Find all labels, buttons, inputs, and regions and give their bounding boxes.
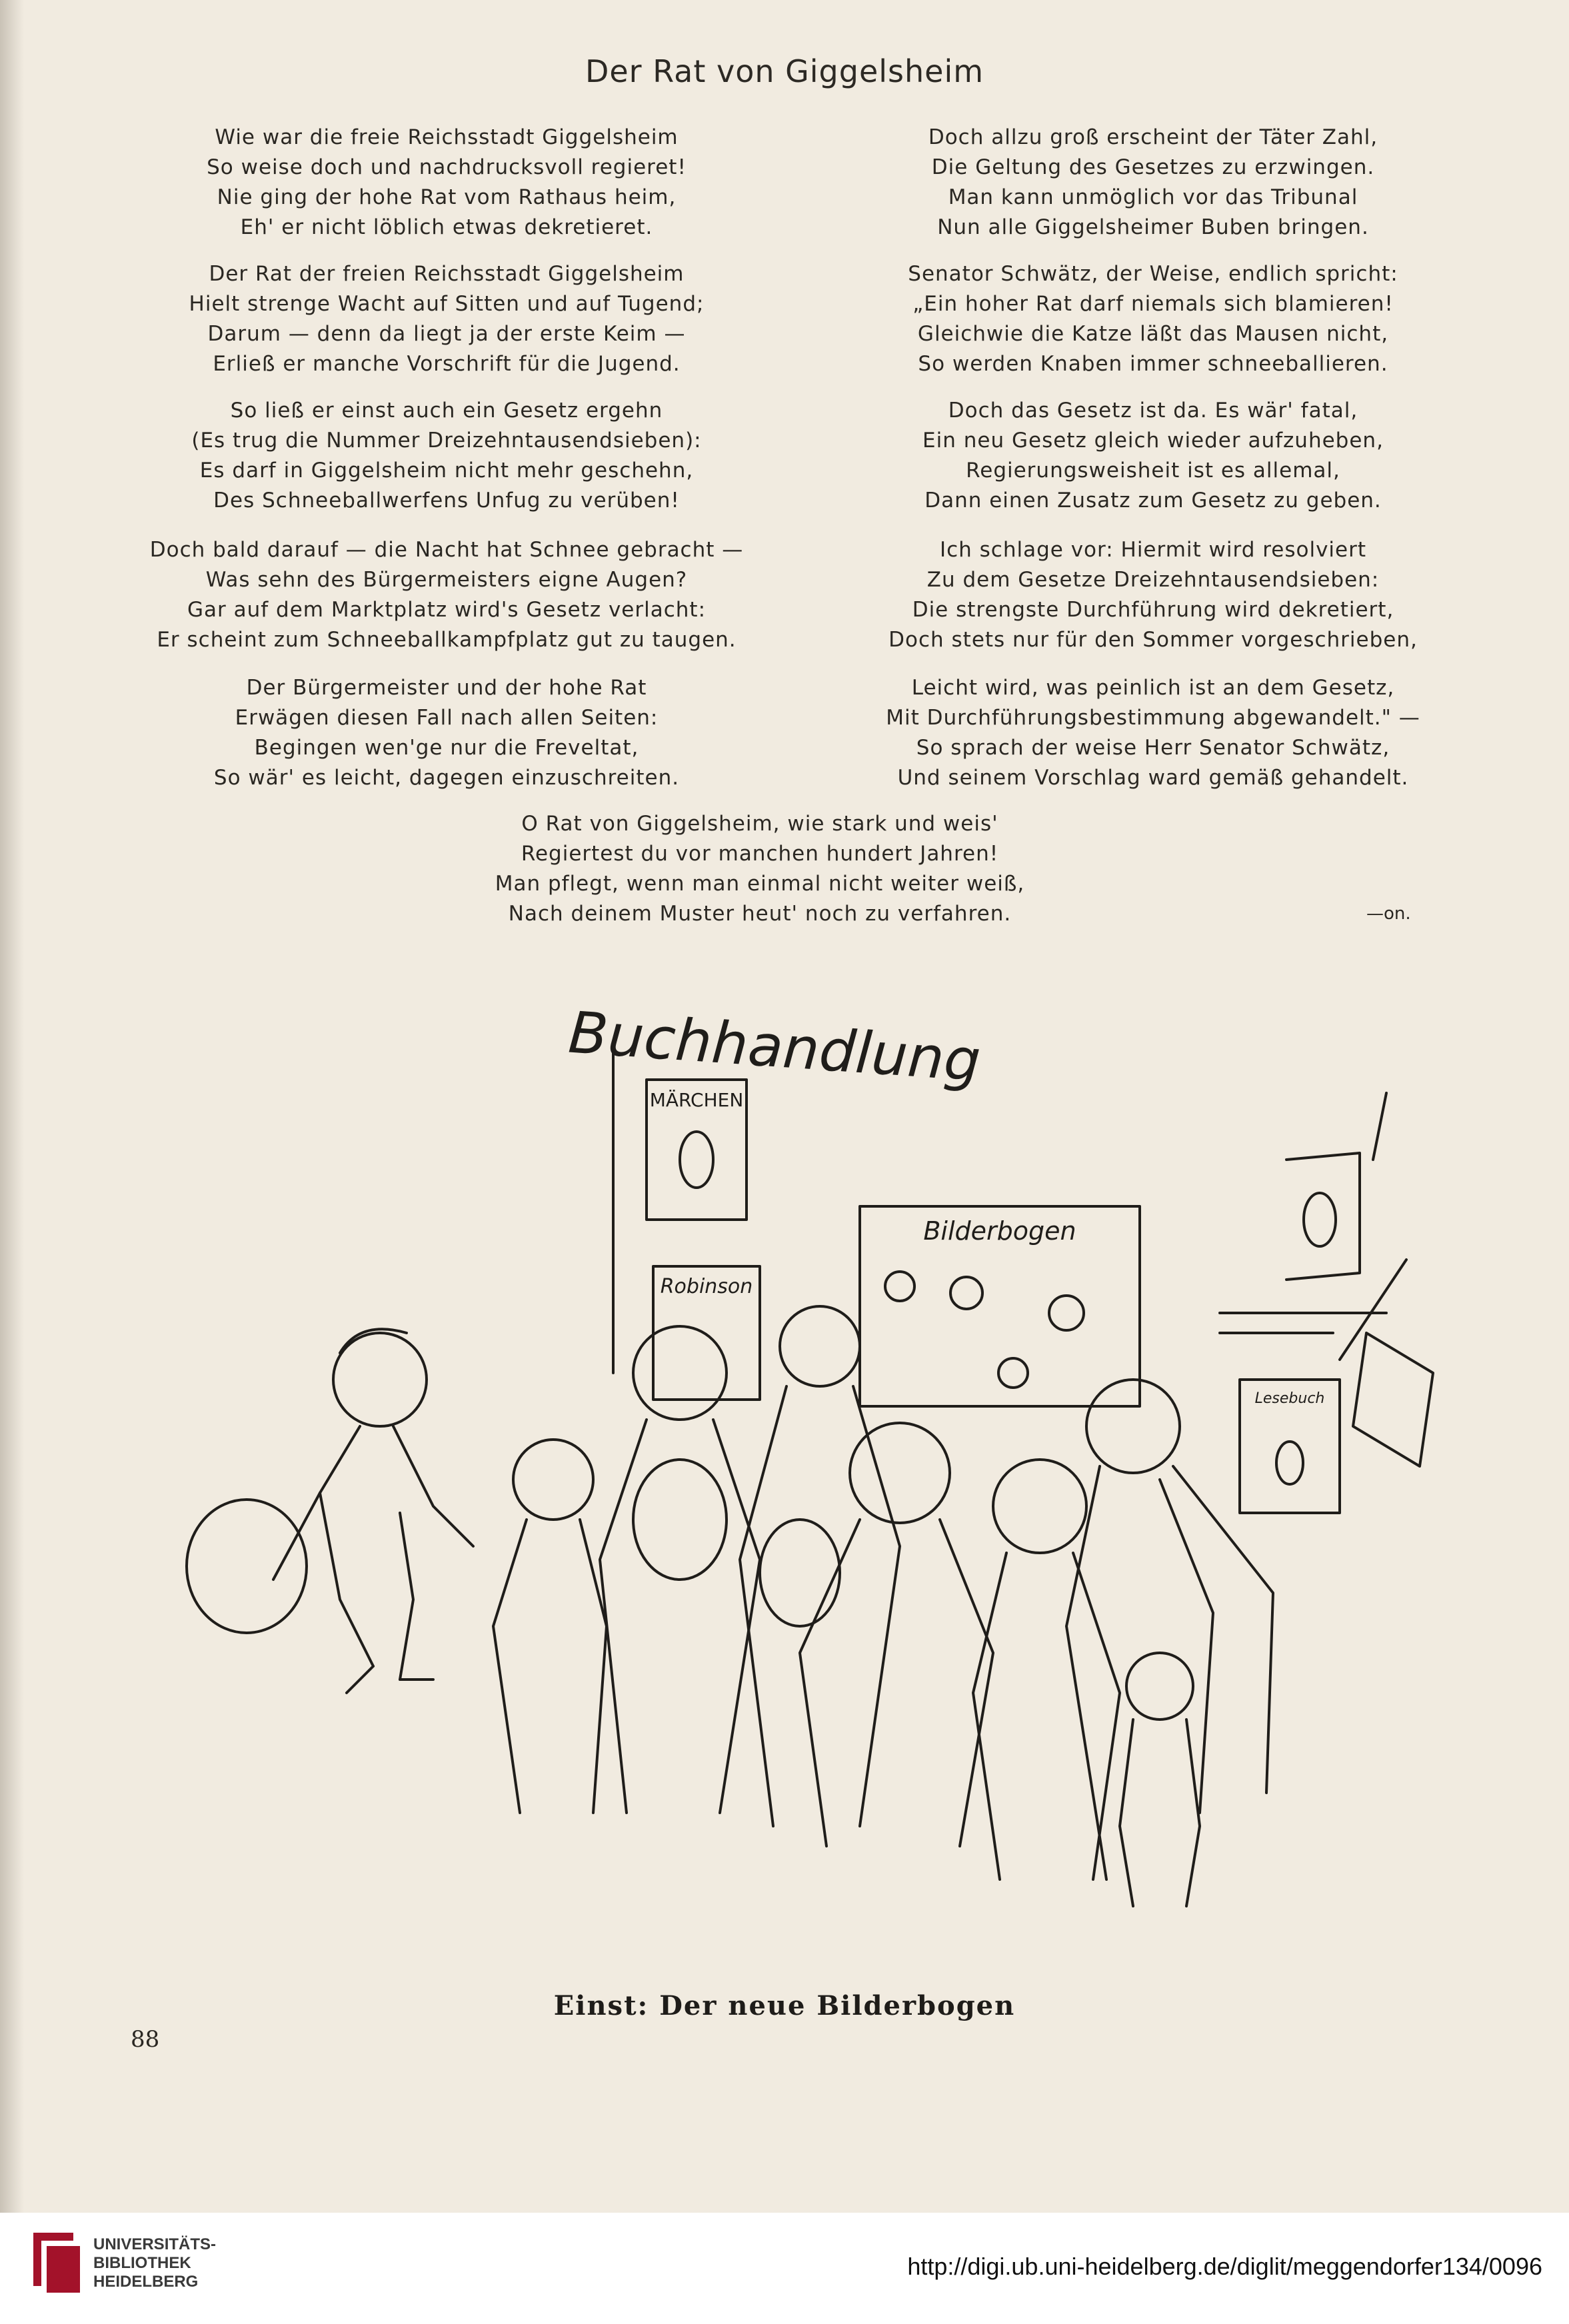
verse-line: So werden Knaben immer schneeballieren. (918, 352, 1388, 376)
stanza-right-1 (840, 123, 1466, 243)
library-name-line: HEIDELBERG (93, 2273, 199, 2291)
verse-line: „Ein hoher Rat darf niemals sich blamieren! (912, 292, 1394, 316)
poem-title: Der Rat von Giggelsheim (585, 53, 984, 89)
verse-line: Wie war die freie Reichsstadt Giggelsheim (215, 125, 679, 149)
verse-line: Und seinem Vorschlag ward gemäß gehandelt. (897, 766, 1409, 790)
stanza-right-5 (840, 673, 1466, 793)
library-logo-icon (27, 2226, 87, 2301)
verse-line: Gar auf dem Marktplatz wird's Gesetz verlacht: (187, 598, 707, 622)
flag (1340, 1260, 1433, 1466)
verse-line: (Es trug die Nummer Dreizehntausendsieben): (191, 429, 702, 453)
verse-line: Nun alle Giggelsheimer Buben bringen. (937, 215, 1369, 239)
verse-line: Doch allzu groß erscheint der Täter Zahl, (928, 125, 1378, 149)
verse-line: Was sehn des Bürgermeisters eigne Augen? (205, 568, 688, 592)
poster-robinson (653, 1266, 760, 1400)
footer-bar (0, 2213, 1569, 2324)
bookshop-illustration (120, 960, 1446, 1986)
verse-line: Mit Durchführungsbestimmung abgewandelt." — (886, 706, 1420, 730)
poster-label: Bilderbogen (923, 1216, 1076, 1246)
library-name-line: UNIVERSITÄTS- (93, 2235, 217, 2253)
verse-line: Doch stets nur für den Sommer vorgeschrieben, (888, 628, 1418, 652)
author-signature: —on. (1366, 904, 1411, 924)
shop-window-right (1220, 1153, 1386, 1333)
verse-line: Nie ging der hohe Rat vom Rathaus heim, (217, 185, 677, 209)
stanza-final (413, 809, 1106, 929)
stanza-left-4 (120, 535, 773, 655)
verse-line: So sprach der weise Herr Senator Schwätz, (916, 736, 1390, 760)
verse-line: So wär' es leicht, dagegen einzuschreiten. (213, 766, 680, 790)
children-crowd (493, 1306, 1273, 1906)
poster-lesebuch (1240, 1380, 1340, 1513)
stanza-right-4 (840, 535, 1466, 655)
verse-line: O Rat von Giggelsheim, wie stark und weis' (521, 812, 998, 836)
verse-line: Eh' er nicht löblich etwas dekretieret. (240, 215, 653, 239)
verse-line: Er scheint zum Schneeballkampfplatz gut zu taugen. (157, 628, 737, 652)
shop-pillar-right (1373, 1093, 1386, 1160)
verse-line: So ließ er einst auch ein Gesetz ergehn (230, 399, 663, 423)
verse-line: Doch bald darauf — die Nacht hat Schnee gebracht — (149, 538, 744, 562)
verse-line: So weise doch und nachdrucksvoll regieret! (207, 155, 687, 179)
stanza-right-3 (840, 396, 1466, 516)
stanza-left-5 (120, 673, 773, 793)
stanza-left-3 (120, 396, 773, 516)
poster-maerchen (647, 1080, 747, 1220)
verse-line: Regiertest du vor manchen hundert Jahren! (521, 842, 999, 866)
page-edge-shadow (0, 0, 24, 2213)
illustration-caption: Einst: Der neue Bilderbogen (553, 1990, 1016, 2021)
poster-bilderbogen (860, 1206, 1140, 1406)
poster-label: Robinson (660, 1275, 753, 1298)
source-url-link[interactable]: http://digi.ub.uni-heidelberg.de/diglit/meggendorfer134/0096 (907, 2253, 1542, 2280)
verse-line: Senator Schwätz, der Weise, endlich spricht: (908, 262, 1398, 286)
verse-line: Die Geltung des Gesetzes zu erzwingen. (931, 155, 1375, 179)
shop-sign-text: Buchhandlung (566, 999, 983, 1095)
page-number: 88 (131, 2026, 160, 2053)
library-name-line: BIBLIOTHEK (93, 2254, 191, 2272)
verse-line: Der Rat der freien Reichsstadt Giggelsheim (209, 262, 685, 286)
poster-label: Lesebuch (1254, 1390, 1325, 1407)
verse-line: Zu dem Gesetze Dreizehntausendsieben: (926, 568, 1380, 592)
verse-line: Regierungsweisheit ist es allemal, (966, 459, 1340, 483)
stanza-right-2 (840, 259, 1466, 379)
library-name (93, 2235, 216, 2291)
stanza-left-2 (120, 259, 773, 379)
verse-line: Darum — denn da liegt ja der erste Keim — (207, 322, 686, 346)
verse-line: Begingen wen'ge nur die Freveltat, (254, 736, 639, 760)
verse-line: Hielt strenge Wacht auf Sitten und auf Tugend; (189, 292, 705, 316)
verse-line: Ich schlage vor: Hiermit wird resolviert (939, 538, 1367, 562)
verse-line: Erließ er manche Vorschrift für die Jugend. (213, 352, 681, 376)
verse-line: Ein neu Gesetz gleich wieder aufzuheben, (922, 429, 1384, 453)
verse-line: Erwägen diesen Fall nach allen Seiten: (235, 706, 659, 730)
verse-line: Nach deinem Muster heut' noch zu verfahren. (508, 902, 1012, 926)
verse-line: Gleichwie die Katze läßt das Mausen nicht, (917, 322, 1389, 346)
running-boy (187, 1329, 473, 1693)
verse-line: Der Bürgermeister und der hohe Rat (246, 676, 647, 700)
verse-line: Man pflegt, wenn man einmal nicht weiter weiß, (495, 872, 1025, 896)
verse-line: Es darf in Giggelsheim nicht mehr geschehn, (199, 459, 694, 483)
verse-line: Doch das Gesetz ist da. Es wär' fatal, (948, 399, 1358, 423)
verse-line: Die strengste Durchführung wird dekretiert, (912, 598, 1394, 622)
verse-line: Des Schneeballwerfens Unfug zu verüben! (213, 489, 680, 513)
verse-line: Leicht wird, was peinlich ist an dem Gesetz, (911, 676, 1395, 700)
verse-line: Dann einen Zusatz zum Gesetz zu geben. (924, 489, 1382, 513)
stanza-left-1 (120, 123, 773, 243)
verse-line: Man kann unmöglich vor das Tribunal (948, 185, 1358, 209)
poster-label: MÄRCHEN (649, 1089, 744, 1111)
